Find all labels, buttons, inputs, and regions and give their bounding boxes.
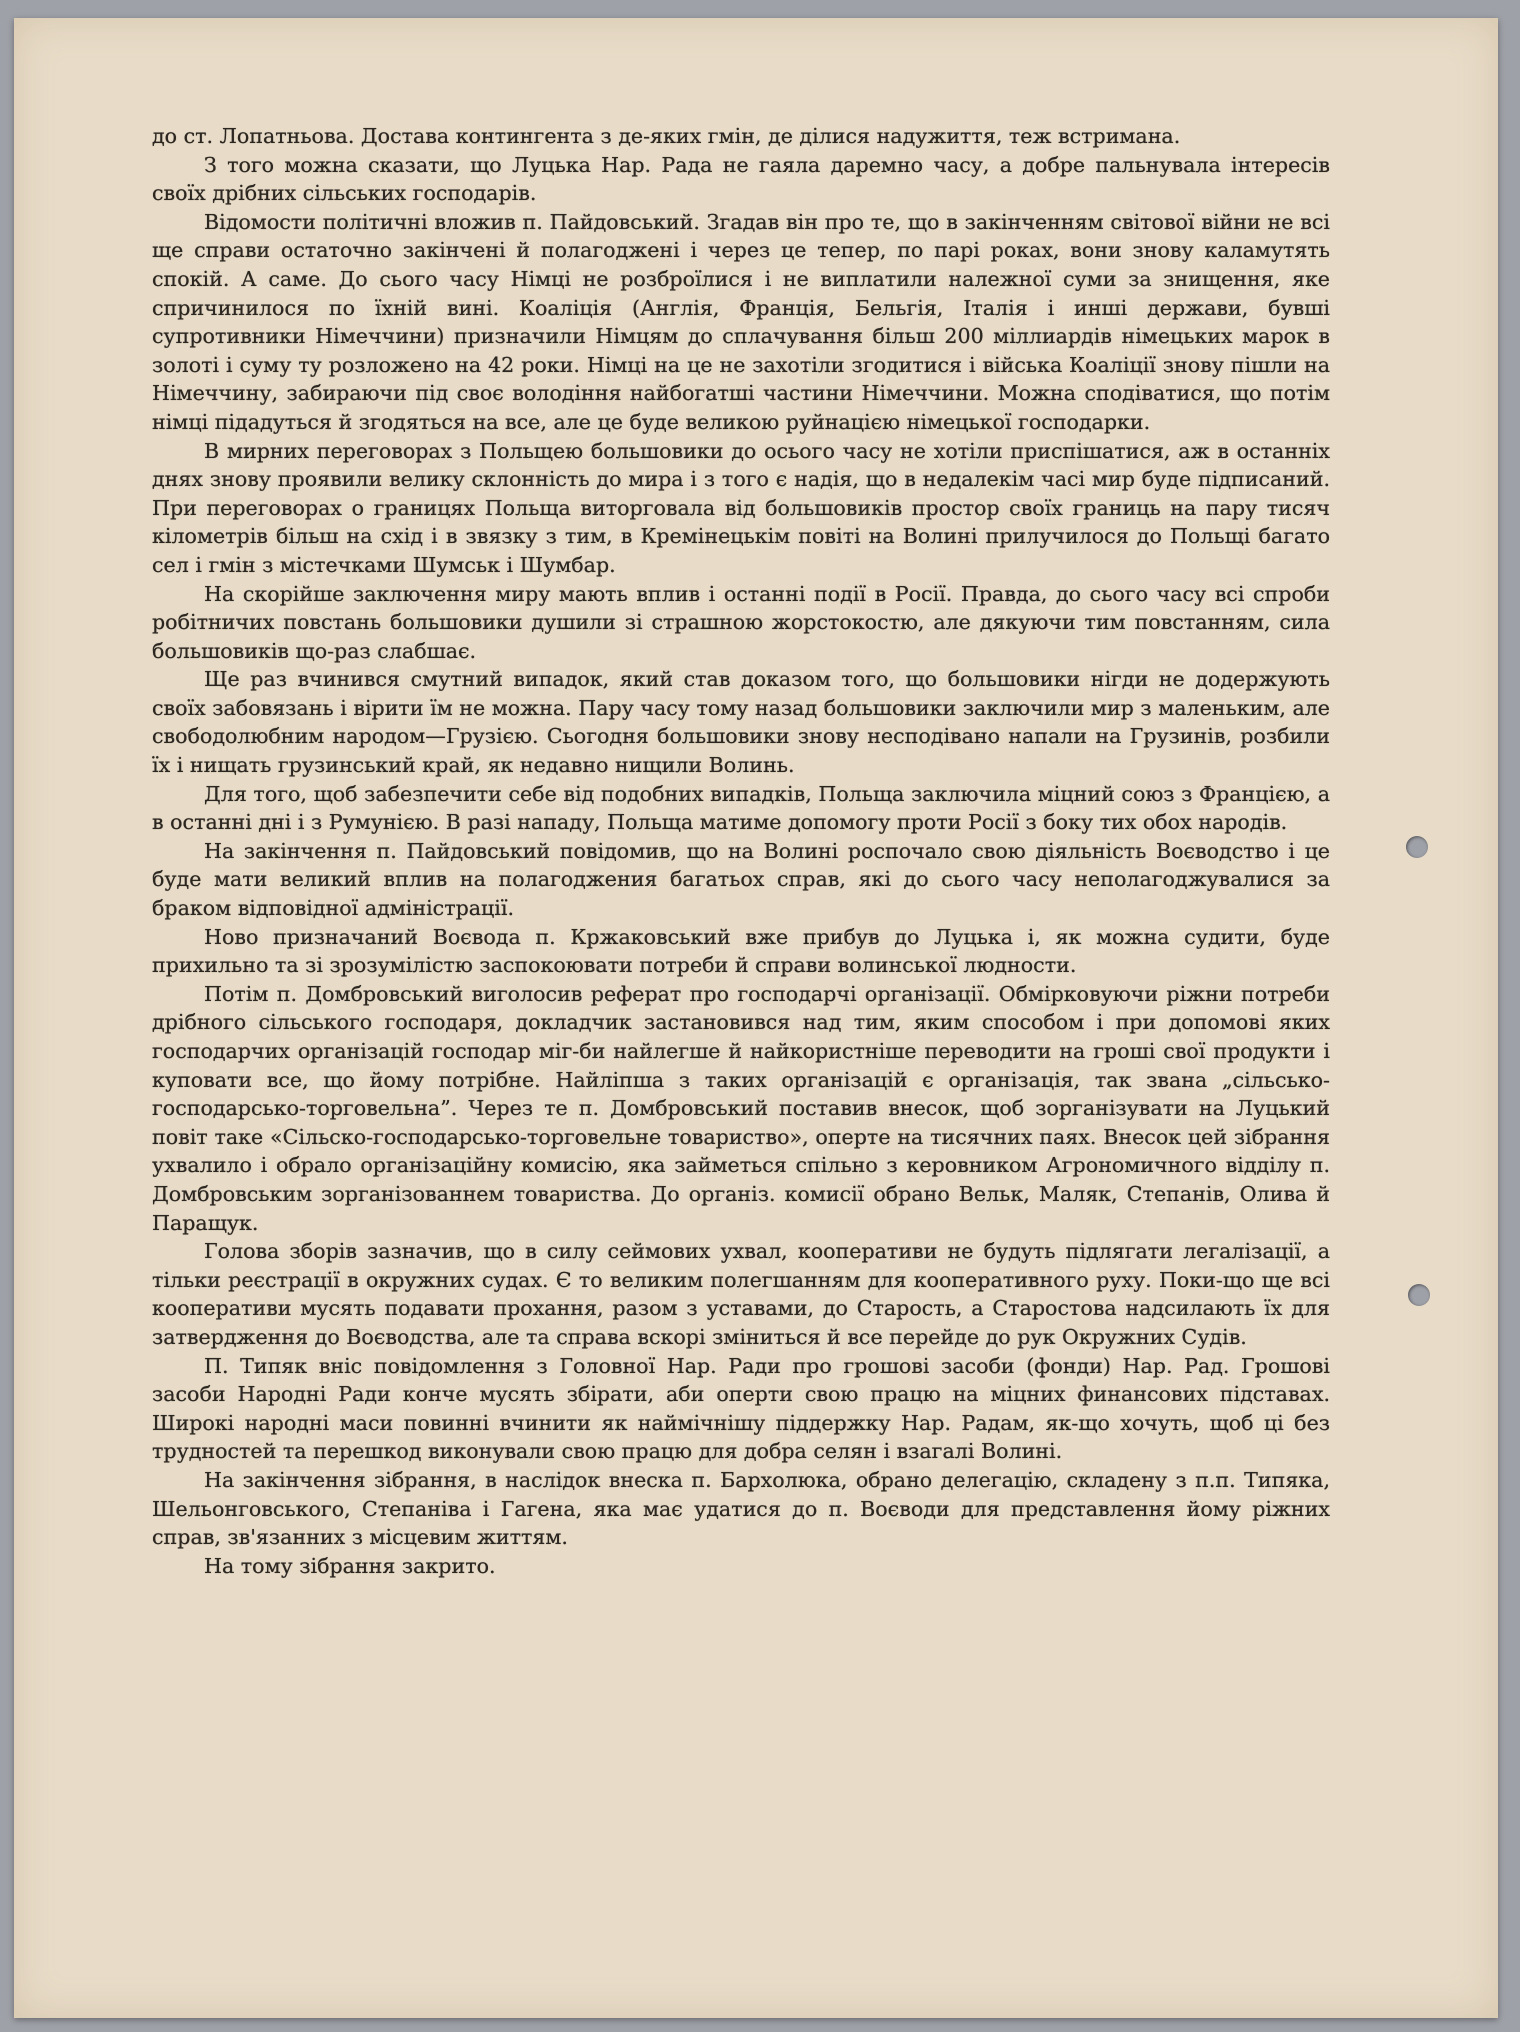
paragraph: На закінчення зібрання, в наслідок внеска п. Бархолюка, обрано делегацію, складену з п.п. Типяка, Шельонговського, Степаніва і Гагена, яка має удатися до п. Воєводи для представлення йому ріжних справ, зв'язанних з місцевим життям. [152, 1467, 1330, 1550]
paragraph: до ст. Лопатньова. Достава контингента з де-яких гмін, де ділися надужиття, теж встримана. [152, 124, 1181, 148]
paragraph: На тому зібрання закрито. [204, 1553, 496, 1578]
paragraph: Потім п. Домбровський виголосив реферат про господарчі організації. Обмірковуючи ріжни потреби дрібного сільського господаря, докладчик застановився над тим, яким способом і при допомові яких господарчих організацій господар міг-би найлегше й найкористніше переводити на гроші свої продукти і куповати все, що йому потрібне. Найліпша з таких організацій є організація, так звана „сільсько-господарсько-торговельна”. Через те п. Домбровський поставив внесок, щоб зорганізувати на Луцький повіт таке «Сільско-господарсько-торговельне товариство», оперте на тисячних паях. Внесок цей зібрання ухвалило і обрало організаційну комисію, яка займеться спільно з керовником Агрономичного відділу п. Домбровським зорганізованнем товариства. До організ. комисії обрано Вельк, Маляк, Степанів, Олива й Паращук. [152, 981, 1330, 1235]
paragraph: На скорійше заключення миру мають вплив і останні події в Росії. Правда, до сього часу всі спроби робітничих повстань большовики душили зі страшною жорстокостю, але дякуючи тим повстанням, сила большовиків що-раз слабшає. [152, 581, 1330, 663]
paragraph: Ще раз вчинився смутний випадок, який став доказом того, що большовики нігди не додержують своїх забовязань і вірити їм не можна. Пару часу тому назад большовики заключили мир з маленьким, але свободолюбним народом—Грузією. Сьогодня большовики знову несподівано напали на Грузинів, розбили їх і нищать грузинський край, як недавно нищили Волинь. [152, 667, 1330, 778]
document-text [152, 122, 1330, 1580]
paragraph: Відомости політичні вложив п. Пайдовський. Згадав він про те, що в закінченням світової війни не всі ще справи остаточно закінчені й полагоджені і через це тепер, по парі роках, вони знову каламутять спокій. А саме. До сього часу Німці не розброїлися і не виплатили належної суми за знищення, яке спричинилося по їхній вині. Коаліція (Англія, Франція, Бельгія, Італія і инші держави, бувші супротивники Німеччини) призначили Німцям до сплачування більш 200 міллиардів німецьких марок в золоті і суму ту розложено на 42 роки. Німці на це не захотіли згодитися і війська Коаліції знову пішли на Німеччину, забираючи під своє володіння найбогатші частини Німеччини. Можна сподіватися, що потім німці підадуться й згодяться на все, але це буде великою руйнацією німецької господарки. [152, 209, 1330, 434]
paragraph: П. Типяк вніс повідомлення з Головної Нар. Ради про грошові засоби (фонди) Нар. Рад. Грошові засоби Народні Ради конче мусять збірати, аби оперти свою працю на міцних финансових підставах. Широкі народні маси повинні вчинити як наймічнішу піддержку Нар. Радам, як-що хочуть, щоб ці без трудностей та перешкод виконували свою працю для добра селян і взагалі Волині. [152, 1353, 1330, 1464]
document-page [14, 18, 1498, 2018]
paragraph: В мирних переговорах з Польщею большовики до осього часу не хотіли приспішатися, аж в останніх днях знову проявили велику склонність до мира і з того є надія, що в недалекім часі мир буде підписаний. При переговорах о границях Польща виторговала від большовиків простор своїх границь на пару тисяч кілометрів більш на схід і в звязку з тим, в Кремінецькім повіті на Волині прилучилося до Польщі багато сел і гмін з містечками Шумськ і Шумбар. [152, 438, 1330, 577]
paragraph: Ново призначаний Воєвода п. Кржаковський вже прибув до Луцька і, як можна судити, буде прихильно та зі зрозумілістю заспокоювати потреби й справи волинської людности. [152, 924, 1330, 978]
paragraph: Для того, щоб забезпечити себе від подобних випадків, Польща заключила міцний союз з Францією, а в останні дні і з Румунією. В разі нападу, Польща матиме допомогу проти Росії з боку тих обох народів. [152, 781, 1330, 835]
punch-hole [1406, 836, 1428, 858]
paragraph: Голова зборів зазначив, що в силу сеймових ухвал, кооперативи не будуть підлягати легалізації, а тільки реєстрації в окружних судах. Є то великим полегшанням для кооперативного руху. Поки-що ще всі кооперативи мусять подавати прохання, разом з уставами, до Старость, а Старостова надсилають їх для затвердження до Воєводства, але та справа вскорі зміниться й все перейде до рук Окружних Судів. [152, 1239, 1330, 1349]
punch-hole [1408, 1284, 1430, 1306]
paragraph: На закінчення п. Пайдовський повідомив, що на Волині роспочало свою діяльність Воєводство і це буде мати великий вплив на полагоджения багатьох справ, які до сього часу неполагоджувалися за браком відповідної адміністрації. [152, 838, 1330, 921]
paragraph: З того можна сказати, що Луцька Нар. Рада не гаяла даремно часу, а добре пальнувала інтересів своїх дрібних сільських господарів. [152, 152, 1330, 206]
